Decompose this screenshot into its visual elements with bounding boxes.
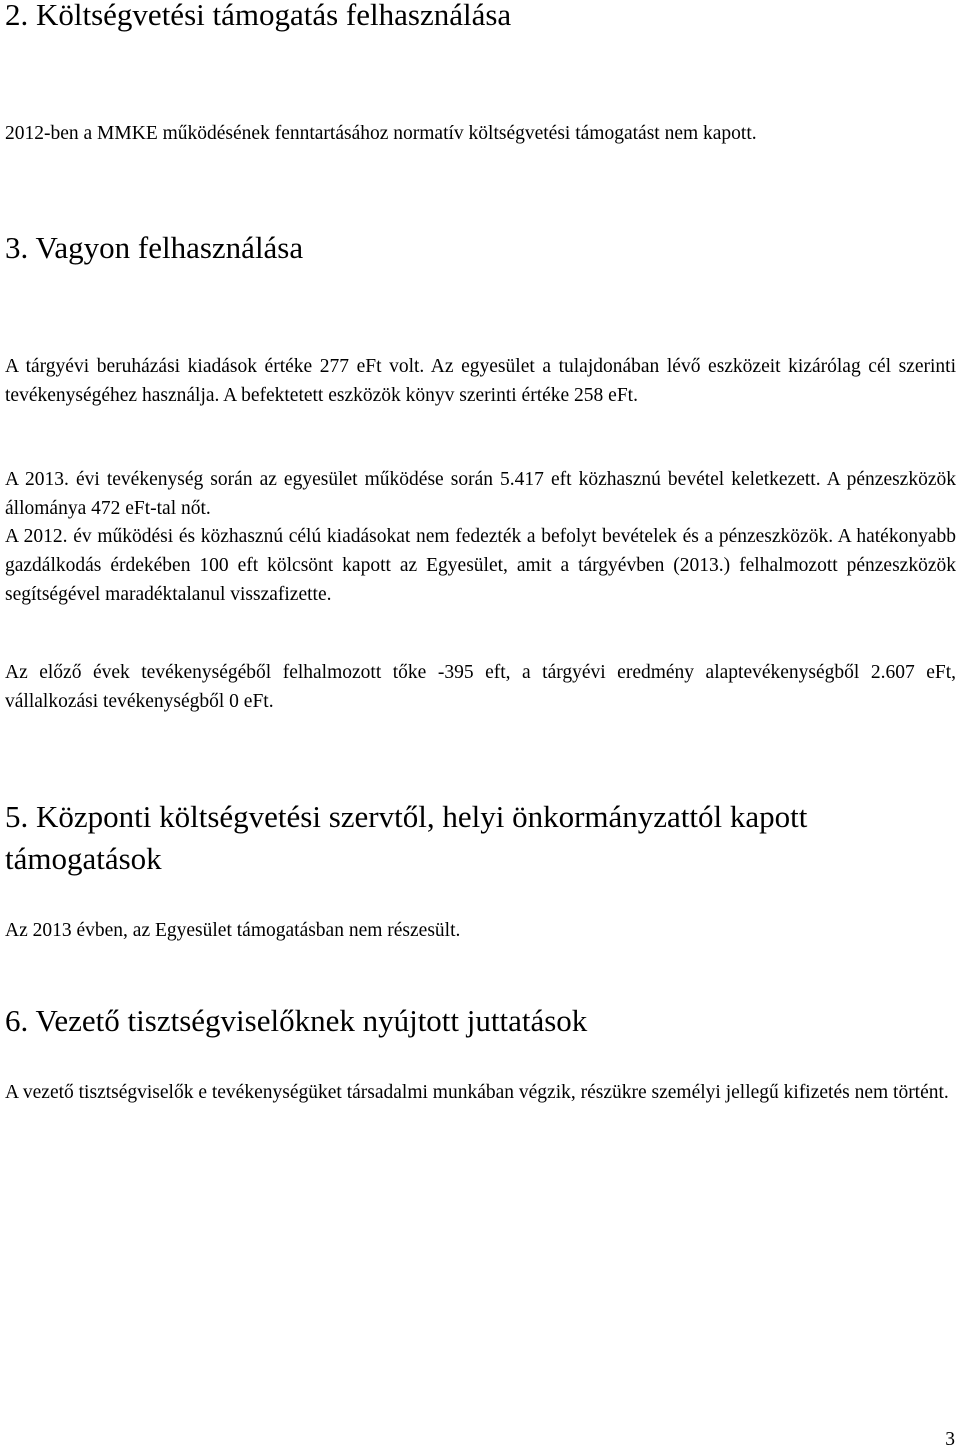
heading-section-2: 2. Költségvetési támogatás felhasználása [5, 0, 512, 32]
page-number: 3 [945, 1429, 955, 1450]
paragraph-section-5: Az 2013 évben, az Egyesület támogatásban nem részesült. [5, 920, 461, 941]
heading-section-5: 5. Központi költségvetési szervtől, helyi önkormányzattól kapott támogatások [5, 799, 808, 876]
paragraph-section-2: 2012-ben a MMKE működésének fenntartásához normatív költségvetési támogatást nem kapott. [5, 123, 757, 144]
heading-section-3: 3. Vagyon felhasználása [5, 230, 304, 265]
paragraph-section-3-loan: A 2012. év működési és közhasznú célú kiadásokat nem fedezték a befolyt bevételek és a pénzeszközök. A hatékonyabb gazdálkodás érdekében 100 eft kölcsönt kapott az Egyesület, amit a tárgyévben (2013.) felhalmozott pénzeszközök segítségével maradéktalanul visszafizette. [5, 526, 956, 605]
paragraph-section-3-revenue: A 2013. évi tevékenység során az egyesület működése során 5.417 eft közhasznú bevétel keletkezett. A pénzeszközök állománya 472 eFt-tal nőt. [5, 469, 956, 519]
paragraph-section-6: A vezető tisztségviselők e tevékenységüket társadalmi munkában végzik, részükre személyi jellegű kifizetés nem történt. [5, 1082, 949, 1103]
heading-section-6: 6. Vezető tisztségviselőknek nyújtott juttatások [5, 1003, 588, 1038]
paragraph-section-3-capital: Az előző évek tevékenységéből felhalmozott tőke -395 eft, a tárgyévi eredmény alaptevékenységből 2.607 eFt, vállalkozási tevékenységből 0 eFt. [5, 662, 956, 712]
paragraph-section-3-investments: A tárgyévi beruházási kiadások értéke 277 eFt volt. Az egyesület a tulajdonában lévő eszközeit kizárólag cél szerinti tevékenységéhez használja. A befektetett eszközök könyv szerinti értéke 258 eFt. [5, 356, 956, 406]
